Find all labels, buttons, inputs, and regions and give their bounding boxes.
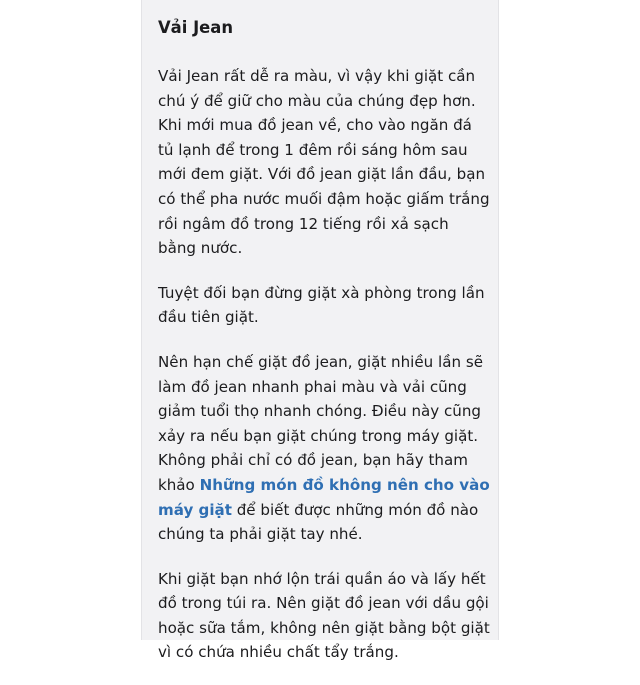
- article-content: [158, 14, 490, 685]
- paragraph-3-after-link: để biết được những món đồ nào chúng ta phải giặt tay nhé.: [158, 500, 479, 544]
- paragraph-1: Vải Jean rất dễ ra màu, vì vậy khi giặt cần chú ý để giữ cho màu của chúng đẹp hơn. Khi mới mua đồ jean về, cho vào ngăn đá tủ lạnh để trong 1 đêm rồi sáng hôm sau mới đem giặt. Với đồ jean giặt lần đầu, bạn có thể pha nước muối đậm hoặc giấm trắng rồi ngâm đồ trong 12 tiếng rồi xả sạch bằng nước.: [158, 67, 490, 258]
- paragraph-2: Tuyệt đối bạn đừng giặt xà phòng trong lần đầu tiên giặt.: [158, 283, 485, 327]
- washing-machine-article-link[interactable]: Những món đồ không nên cho vào máy giặt: [158, 475, 490, 519]
- article-title: Vải Jean: [158, 18, 234, 37]
- article-panel: [141, 0, 499, 662]
- paragraph-3-before-link: Nên hạn chế giặt đồ jean, giặt nhiều lần sẽ làm đồ jean nhanh phai màu và vải cũng giảm tuổi thọ nhanh chóng. Điều này cũng xảy ra nếu bạn giặt chúng trong máy giặt. Không phải chỉ có đồ jean, bạn hãy tham khảo: [158, 352, 483, 494]
- paragraph-4: Khi giặt bạn nhớ lộn trái quần áo và lấy hết đồ trong túi ra. Nên giặt đồ jean với dầu gội hoặc sữa tắm, không nên giặt bằng bột giặt vì có chứa nhiều chất tẩy trắng.: [158, 569, 490, 662]
- paragraph-3: [158, 350, 490, 547]
